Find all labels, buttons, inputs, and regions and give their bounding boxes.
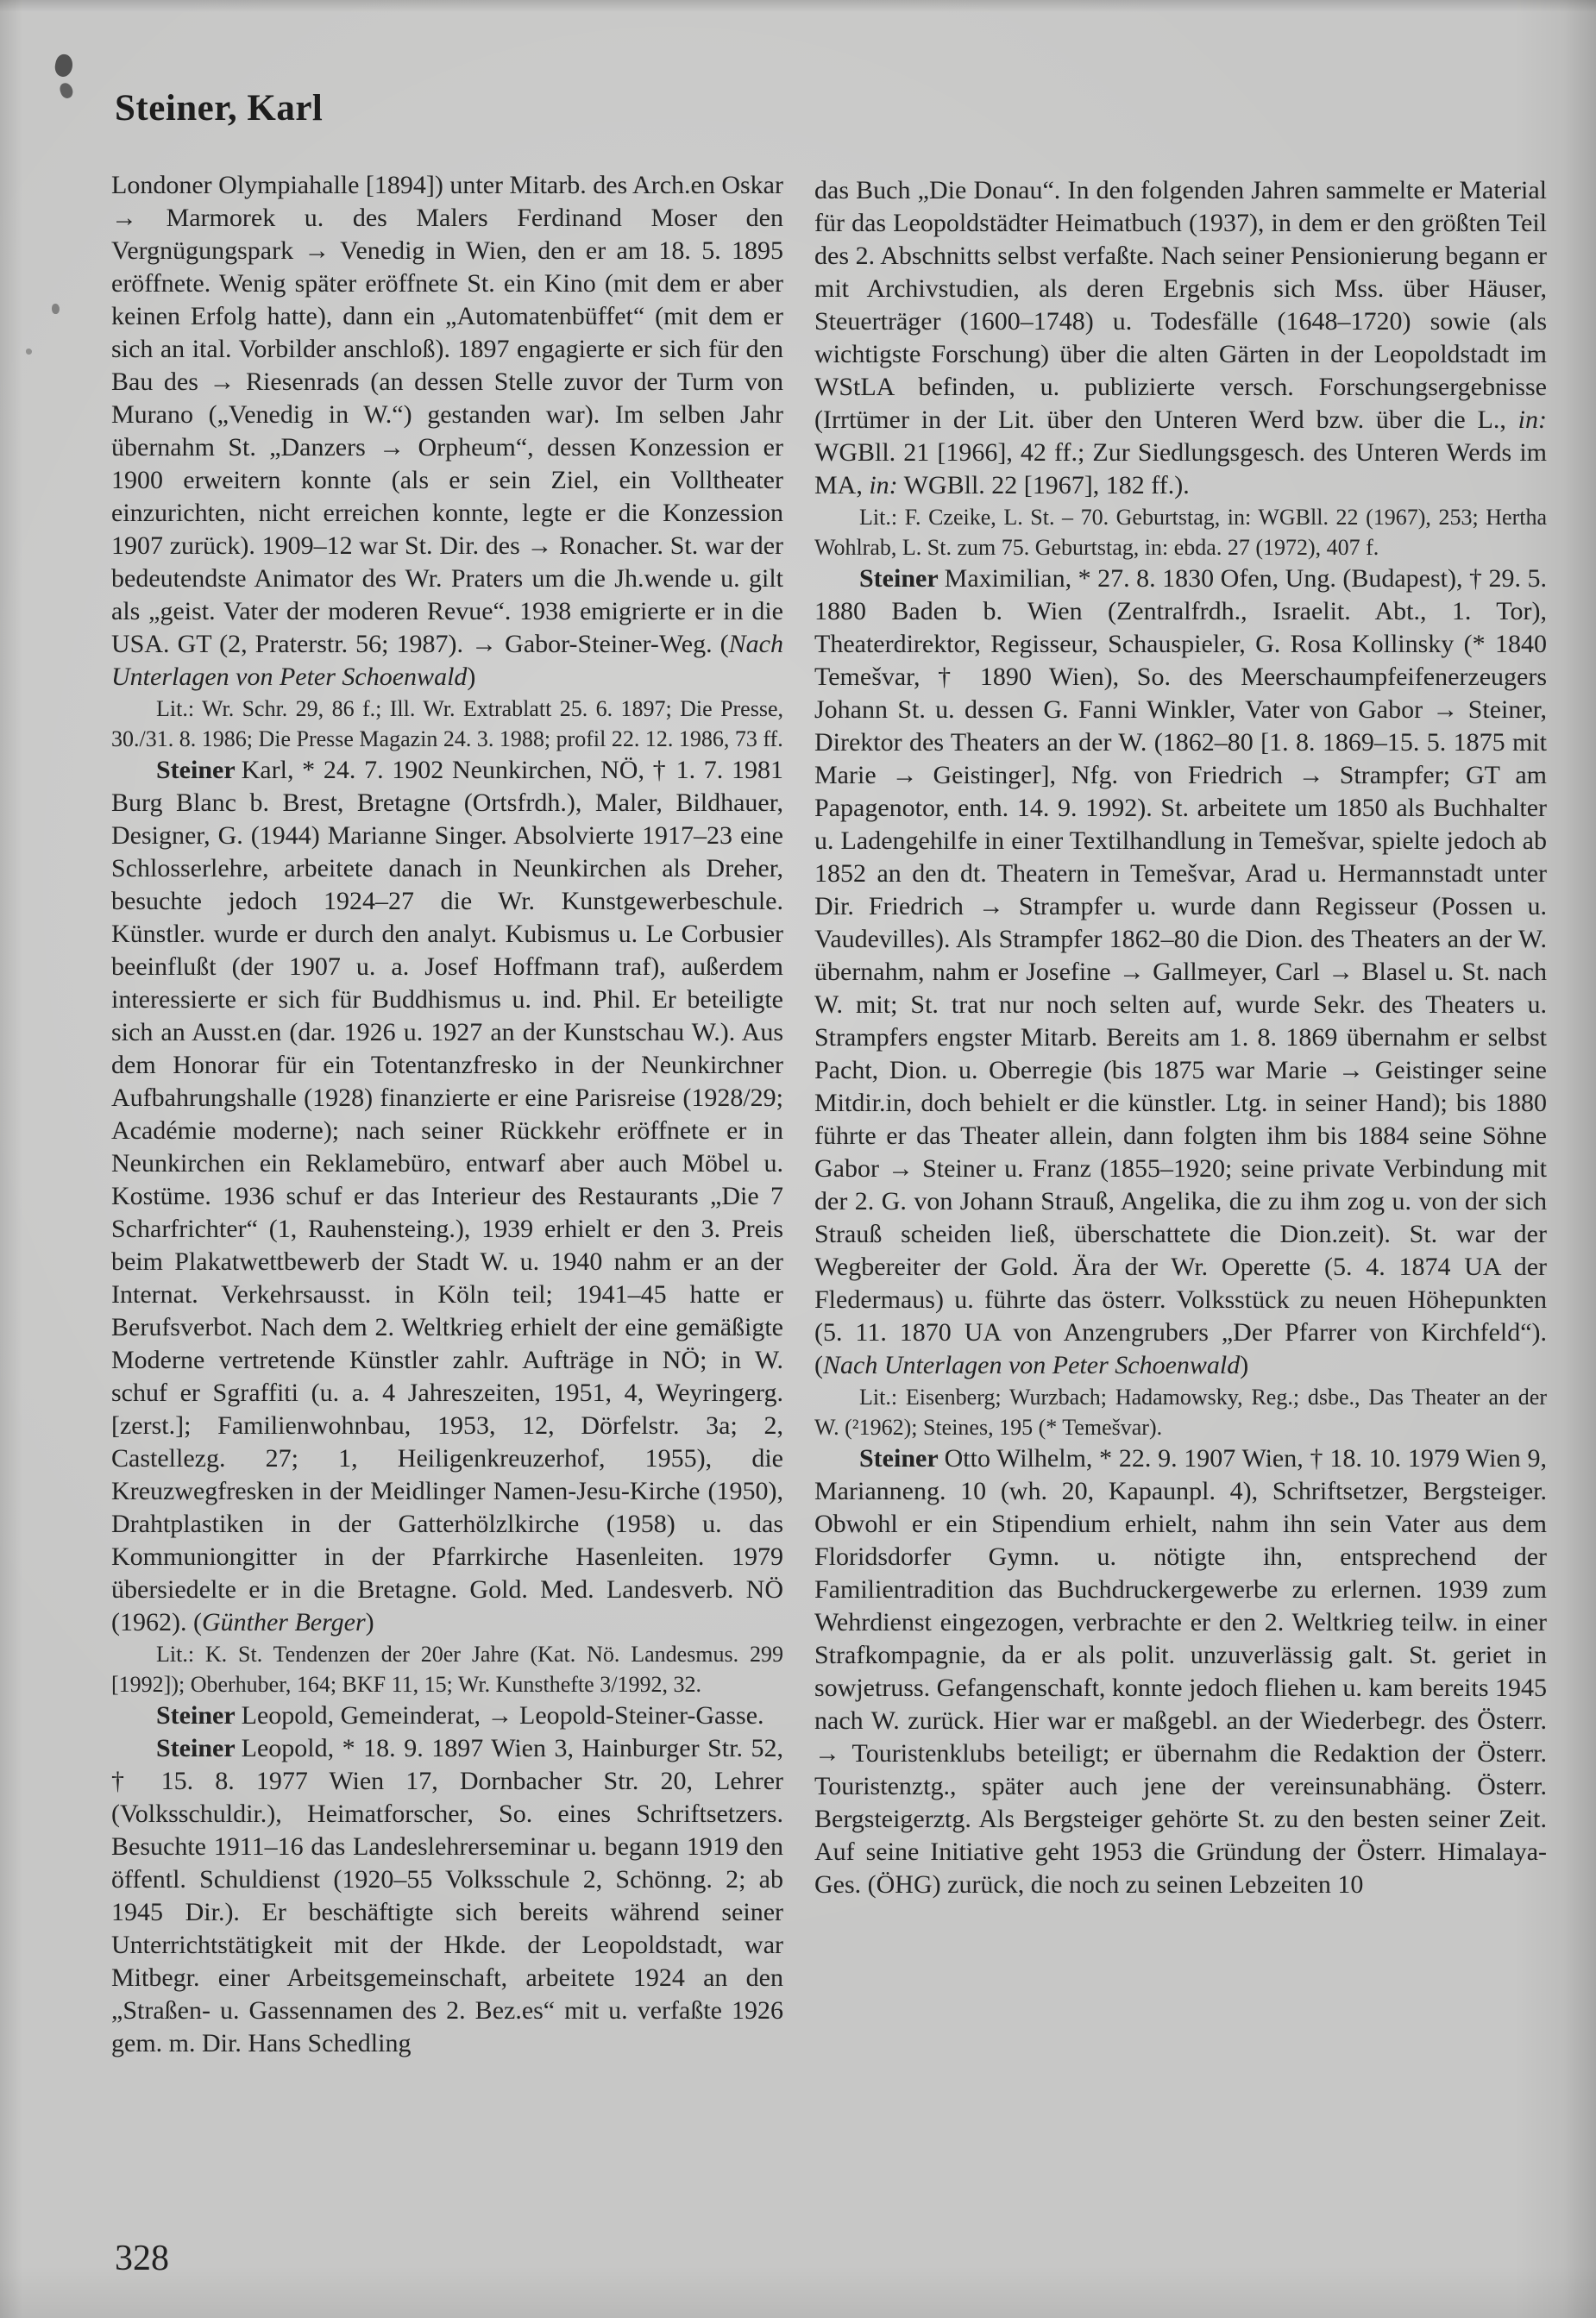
entry-paragraph xyxy=(814,562,1547,1382)
entry-paragraph xyxy=(814,1442,1547,1901)
continuation-paragraph xyxy=(814,174,1547,502)
scan-artifact xyxy=(52,304,60,314)
literature-paragraph xyxy=(814,1382,1547,1442)
scan-artifact xyxy=(53,53,75,79)
italic-text: in: xyxy=(869,471,898,499)
body-text: ) xyxy=(467,663,476,691)
entry-headword: Steiner xyxy=(156,1734,236,1762)
body-text: Londoner Olympiahalle [1894]) unter Mitarb. des Arch.en Oskar → Marmorek u. des Malers Ferdinand Moser den Vergnügungspark → Venedig in Wien, den er am 18. 5. 1895 eröffnete. Wenig später eröffnete St. ein Kino (mit dem er aber keinen Erfolg hatte), dann ein „Automatenbüffet“ (mit dem er sich an ital. Vorbilder anschloß). 1897 engagierte er sich für den Bau des → Riesenrads (an dessen Stelle zuvor der Turm von Murano („Venedig in W.“) gestanden war). Im selben Jahr übernahm St. „Danzers → Orpheum“, dessen Konzession er 1900 erweitern konnte (als er sein Ziel, ein Volltheater einzurichten, nicht erreichen konnte, legte er die Konzession 1907 zurück). 1909–12 war St. Dir. des → Ronacher. St. war der bedeutendste Animator des Wr. Praters um die Jh.wende u. gilt als „geist. Vater der moderen Revue“. 1938 emigrierte er in die USA. GT (2, Praterstr. 56; 1987). → Gabor-Steiner-Weg. ( xyxy=(111,171,783,658)
body-text: Otto Wilhelm, * 22. 9. 1907 Wien, † 18. 10. 1979 Wien 9, Marianneng. 10 (wh. 20, Kapaunpl. 4), Schriftsetzer, Bergsteiger. Obwohl er ein Stipendium erhielt, nahm ihn sein Vater aus dem Floridsdorfer Gymn. u. nötigte ihn, entsprechend der Familientradition das Buchdruckergewerbe zu erlernen. 1939 zum Wehrdienst eingezogen, verbrachte er den 2. Weltkrieg teilw. in einer Strafkompagnie, da er als polit. unzuverlässig galt. St. geriet in sowjetruss. Gefangenschaft, konnte jedoch fliehen u. kam bereits 1945 nach W. zurück. Hier war er maßgebl. an der Wiederbegr. des Österr. → Touristenklubs beteiligt; er übernahm die Redaktion der Österr. Touristenztg., später auch jene der vereinsunabhäng. Österr. Bergsteigerztg. Als Bergsteiger gehörte St. zu den besten seiner Zeit. Auf seine Initiative geht 1953 die Gründung der Österr. Himalaya-Ges. (ÖHG) zurück, die noch zu seinen Lebzeiten 10 xyxy=(814,1444,1547,1899)
literature-paragraph xyxy=(111,694,783,754)
body-text: WGBll. 21 [1966], 42 ff.; Zur Siedlungsgesch. des Unteren Werds im MA, xyxy=(814,438,1547,499)
scan-artifact xyxy=(59,81,75,99)
body-text: Leopold, Gemeinderat, → Leopold-Steiner-Gasse. xyxy=(241,1701,764,1730)
body-text: das Buch „Die Donau“. In den folgenden Jahren sammelte er Material für das Leopoldstädter Heimatbuch (1937), in dem er den größten Teil des 2. Abschnitts selbst verfaßte. Nach seiner Pensionierung begann er mit Archivstudien, als deren Ergebnis sich Mss. über Häuser, Steuerträger (1600–1748) u. Todesfälle (1648–1720) sowie (als wichtigste Forschung) über die alten Gärten in der Leopoldstadt im WStLA befinden, u. publizierte versch. Forschungsergebnisse (Irrtümer in der Lit. über den Unteren Werd bzw. über die L., xyxy=(814,176,1547,434)
entry-headword: Steiner xyxy=(859,1444,939,1473)
body-text: ) xyxy=(1240,1351,1249,1379)
entry-paragraph xyxy=(111,1699,783,1732)
italic-text: Nach Unterlagen von Peter Schoenwald xyxy=(111,630,783,691)
body-text: Leopold, * 18. 9. 1897 Wien 3, Hainburger Str. 52, † 15. 8. 1977 Wien 17, Dornbacher Str. 20, Lehrer (Volksschuldir.), Heimatforscher, So. eines Schriftsetzers. Besuchte 1911–16 das Landeslehrerseminar u. begann 1919 den öffentl. Schuldienst (1920–55 Volksschule 2, Schönng. 2; ab 1945 Dir.). Er beschäftigte sich bereits während seiner Unterrichtstätigkeit mit der Hkde. der Leopoldstadt, war Mitbegr. einer Arbeitsgemeinschaft, arbeitete 1924 an den „Straßen- u. Gassennamen des 2. Bez.es“ mit u. verfaßte 1926 gem. m. Dir. Hans Schedling xyxy=(111,1734,783,2057)
body-text: Karl, * 24. 7. 1902 Neunkirchen, NÖ, † 1. 7. 1981 Burg Blanc b. Brest, Bretagne (Ortsfrdh.), Maler, Bildhauer, Designer, G. (1944) Marianne Singer. Absolvierte 1917–23 eine Schlosserlehre, arbeitete danach in Neunkirchen als Dreher, besuchte jedoch 1924–27 die Wr. Kunstgewerbeschule. Künstler. wurde er durch den analyt. Kubismus u. Le Corbusier beeinflußt (der 1907 u. a. Josef Hoffmann traf), außerdem interessierte er sich für Buddhismus u. ind. Phil. Er beteiligte sich an Ausst.en (dar. 1926 u. 1927 an der Kunstschau W.). Aus dem Honorar für ein Totentanzfresko in der Neunkirchner Aufbahrungshalle (1928) finanzierte er eine Parisreise (1928/29; Académie moderne); nach seiner Rückkehr eröffnete er in Neunkirchen ein Reklamebüro, entwarf aber auch Möbel u. Kostüme. 1936 schuf er das Interieur des Restaurants „Die 7 Scharfrichter“ (1, Rauhensteing.), 1939 erhielt er den 3. Preis beim Plakatwettbewerb der Stadt W. u. 1940 nahm er an der Internat. Verkehrsausst. in Köln teil; 1941–45 hatte er Berufsverbot. Nach dem 2. Weltkrieg erhielt der eine gemäßigte Moderne vertretende Künstler zahlr. Aufträge in NÖ; in W. schuf er Sgraffiti (u. a. 4 Jahreszeiten, 1951, 4, Weyringerg. [zerst.]; Familienwohnbau, 1953, 12, Dörfelstr. 3a; 2, Castellezg. 27; 1, Heiligenkreuzerhof, 1955), die Kreuzwegfresken in der Meidlinger Namen-Jesu-Kirche (1950), Drahtplastiken in der Gatterhölzlkirche (1958) u. das Kommuniongitter in der Pfarrkirche Hasenleiten. 1979 übersiedelte er in die Bretagne. Gold. Med. Landesverb. NÖ (1962). ( xyxy=(111,756,783,1636)
entry-headword: Steiner xyxy=(859,564,939,593)
entry-paragraph xyxy=(111,754,783,1639)
body-text: Lit.: Wr. Schr. 29, 86 f.; Ill. Wr. Extrablatt 25. 6. 1897; Die Presse, 30./31. 8. 1986; Die Presse Magazin 24. 3. 1988; profil 22. 12. 1986, 73 ff. xyxy=(111,696,783,751)
entry-headword: Steiner xyxy=(156,756,236,784)
body-text: Lit.: F. Czeike, L. St. – 70. Geburtstag, in: WGBll. 22 (1967), 253; Hertha Wohlrab, L. St. zum 75. Geburtstag, in: ebda. 27 (1972), 407 f. xyxy=(814,505,1547,560)
body-text: Lit.: K. St. Tendenzen der 20er Jahre (Kat. Nö. Landesmus. 299 [1992]); Oberhuber, 164; BKF 11, 15; Wr. Kunsthefte 3/1992, 32. xyxy=(111,1642,783,1697)
left-column xyxy=(111,169,783,2060)
body-text: WGBll. 22 [1967], 182 ff.). xyxy=(897,471,1190,499)
italic-text: Günther Berger xyxy=(201,1608,366,1636)
italic-text: in: xyxy=(1517,405,1547,434)
body-text: ) xyxy=(365,1608,374,1636)
literature-paragraph xyxy=(111,1639,783,1699)
body-text: Lit.: Eisenberg; Wurzbach; Hadamowsky, Reg.; dsbe., Das Theater an der W. (²1962); Steines, 195 (* Temešvar). xyxy=(814,1385,1547,1440)
scan-artifact xyxy=(26,349,32,355)
body-text: Maximilian, * 27. 8. 1830 Ofen, Ung. (Budapest), † 29. 5. 1880 Baden b. Wien (Zentralfrdh., Israelit. Abt., 1. Tor), Theaterdirektor, Regisseur, Schauspieler, G. Rosa Kollinsky (* 1840 Temešvar, † 1890 Wien), So. des Meerschaumpfeifenerzeugers Johann St. u. dessen G. Fanni Winkler, Vater von Gabor → Steiner, Direktor des Theaters an der W. (1862–80 [1. 8. 1869–15. 5. 1875 mit Marie → Geistinger], Nfg. von Friedrich → Strampfer; GT am Papagenotor, enth. 14. 9. 1992). St. arbeitete um 1850 als Buchhalter u. Ladengehilfe in einer Textilhandlung in Temešvar, spielte jedoch ab 1852 an den dt. Theatern in Temešvar, Arad u. Hermannstadt unter Dir. Friedrich → Strampfer u. wurde dann Regisseur (Possen u. Vaudevilles). Als Strampfer 1862–80 die Dion. des Theaters an der W. übernahm, nahm er Josefine → Gallmeyer, Carl → Blasel u. St. nach W. mit; St. trat nur noch selten auf, wurde Sekr. des Theaters u. Strampfers engster Mitarb. Bereits am 1. 8. 1869 übernahm er selbst Pacht, Dion. u. Oberregie (bis 1875 war Marie → Geistinger seine Mitdir.in, doch behielt er die künstler. Ltg. in seiner Hand); bis 1880 führte er das Theater allein, dann folgten ihm bis 1884 seine Söhne Gabor → Steiner u. Franz (1855–1920; seine private Verbindung mit der 2. G. von Johann Strauß, Angelika, die zu ihm zog u. von der sich Strauß scheiden ließ, überschattete die Dion.zeit). St. war der Wegbereiter der Gold. Ära der Wr. Operette (5. 4. 1874 UA der Fledermaus) u. führte das österr. Volksstück zu neuen Höhepunkten (5. 11. 1870 UA von Anzengrubers „Der Pfarrer von Kirchfeld“). ( xyxy=(814,564,1547,1379)
right-column xyxy=(814,174,1547,1901)
continuation-paragraph xyxy=(111,169,783,694)
running-header: Steiner, Karl xyxy=(115,88,324,129)
italic-text: Nach Unterlagen von Peter Schoenwald xyxy=(823,1351,1241,1379)
entry-paragraph xyxy=(111,1732,783,2060)
literature-paragraph xyxy=(814,502,1547,562)
page-number: 328 xyxy=(115,2239,169,2278)
entry-headword: Steiner xyxy=(156,1701,236,1730)
